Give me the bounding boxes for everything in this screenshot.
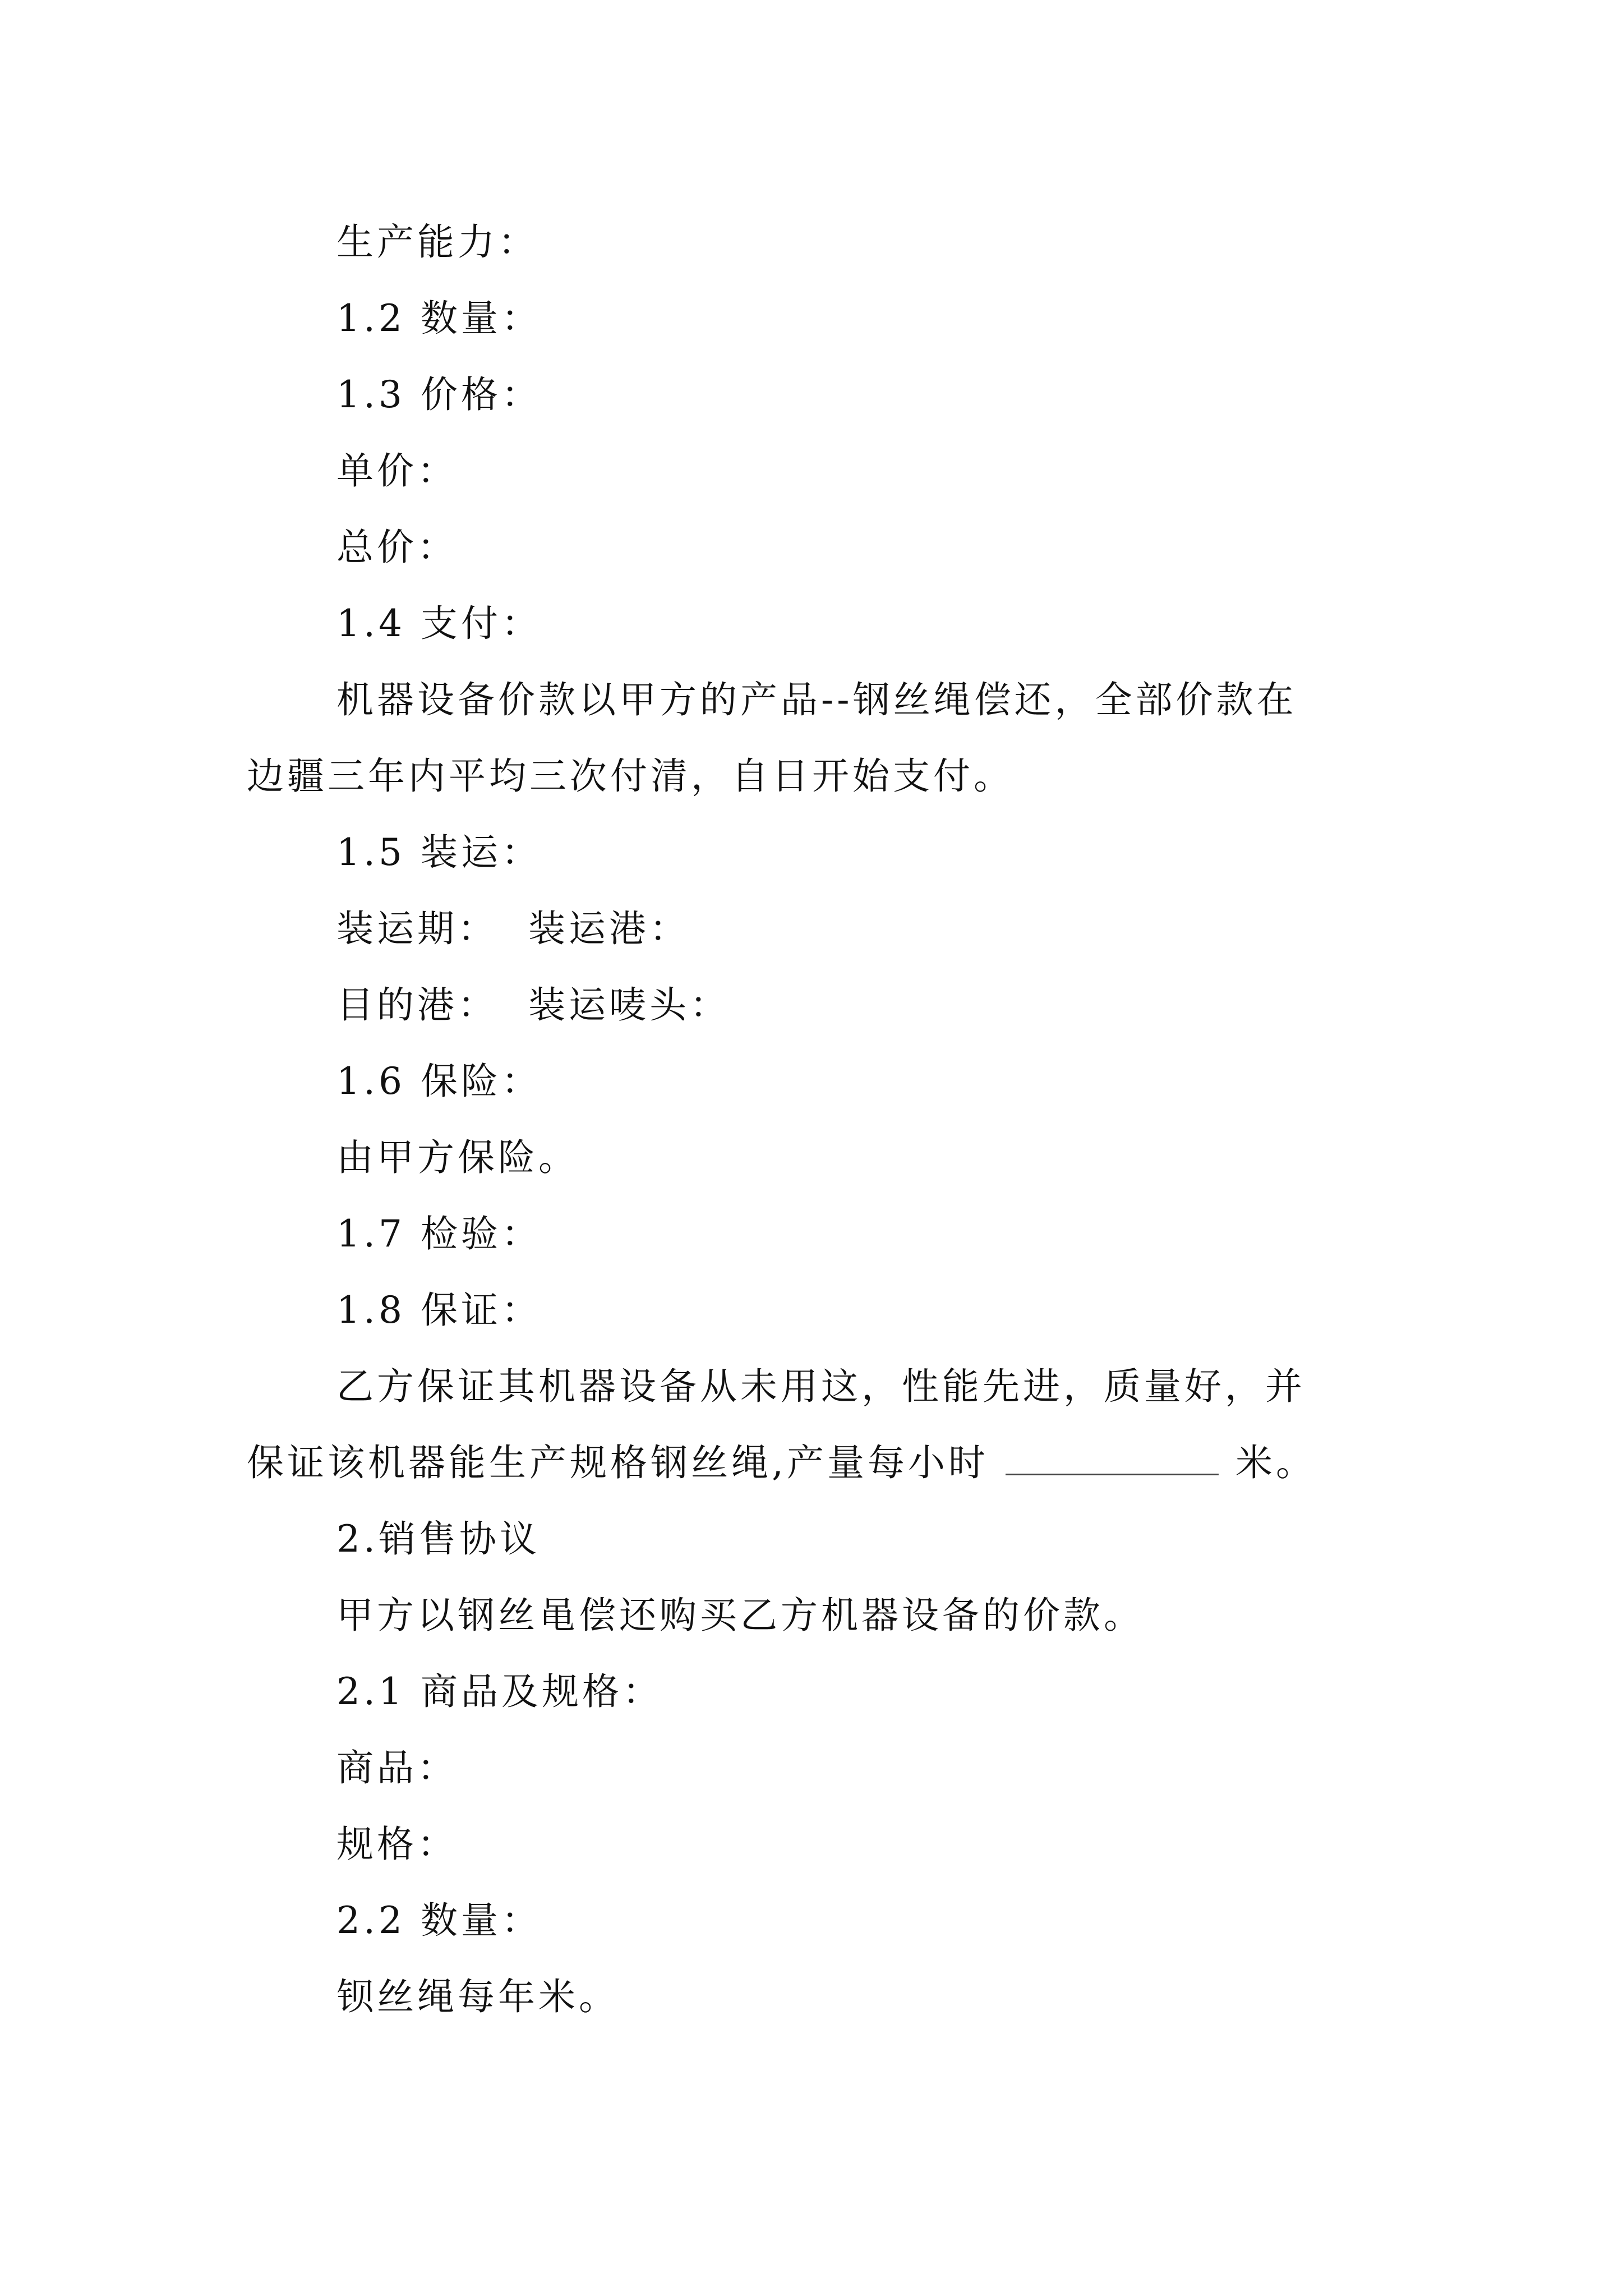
destination-mark-line: 目的港： 装运唛头： [336,983,730,1027]
sales-agreement-text: 甲方以钢丝黾偿还购买乙方机器设备的价款。 [336,1594,1144,1637]
guarantee-text-before-blank: 保证该机器能生产规格钢丝绳,产量每小时 [247,1441,989,1484]
fill-in-blank [1006,1446,1219,1475]
guarantee-paragraph-line-1: 乙方保证其机器设备从未用这，性能先进，质量好，并 [336,1365,1306,1408]
unit-price-line: 单价： [336,449,458,493]
specification-line: 规格： [336,1823,458,1866]
shipment-period-port-line: 装运期： 装运港： [336,907,690,950]
section-1-8-guarantee: 1.8 保证： [336,1289,542,1332]
section-2-1-goods-spec: 2.1 商品及规格： [336,1670,663,1713]
section-2-2-quantity: 2.2 数量： [336,1899,542,1942]
insurance-text: 由甲方保险。 [336,1136,579,1179]
section-1-5-shipment: 1.5 装运： [336,831,542,874]
production-capacity-line: 生产能力： [336,220,538,264]
section-1-3-price: 1.3 价格： [336,373,542,416]
annual-quantity-line: 钡丝绳每年米。 [336,1975,619,2018]
document-body [247,204,1391,2035]
goods-line: 商品： [336,1746,458,1789]
section-1-2-quantity: 1.2 数量： [336,297,542,340]
section-2-sales-agreement: 2.销售协议 [336,1517,540,1561]
section-1-7-inspection: 1.7 检验： [336,1212,542,1255]
section-1-6-insurance: 1.6 保险： [336,1060,542,1103]
total-price-line: 总价： [336,526,458,569]
payment-paragraph-line-1: 机器设备价款以甲方的产品--钢丝绳偿还，全部价款在 [336,678,1297,721]
section-1-4-payment: 1.4 支付： [336,602,542,645]
guarantee-paragraph-line-2 [247,1425,1391,1501]
guarantee-text-after-blank: 米。 [1235,1441,1316,1484]
payment-paragraph-line-2: 边疆三年内平均三次付清，自日开始支付。 [247,754,1014,798]
